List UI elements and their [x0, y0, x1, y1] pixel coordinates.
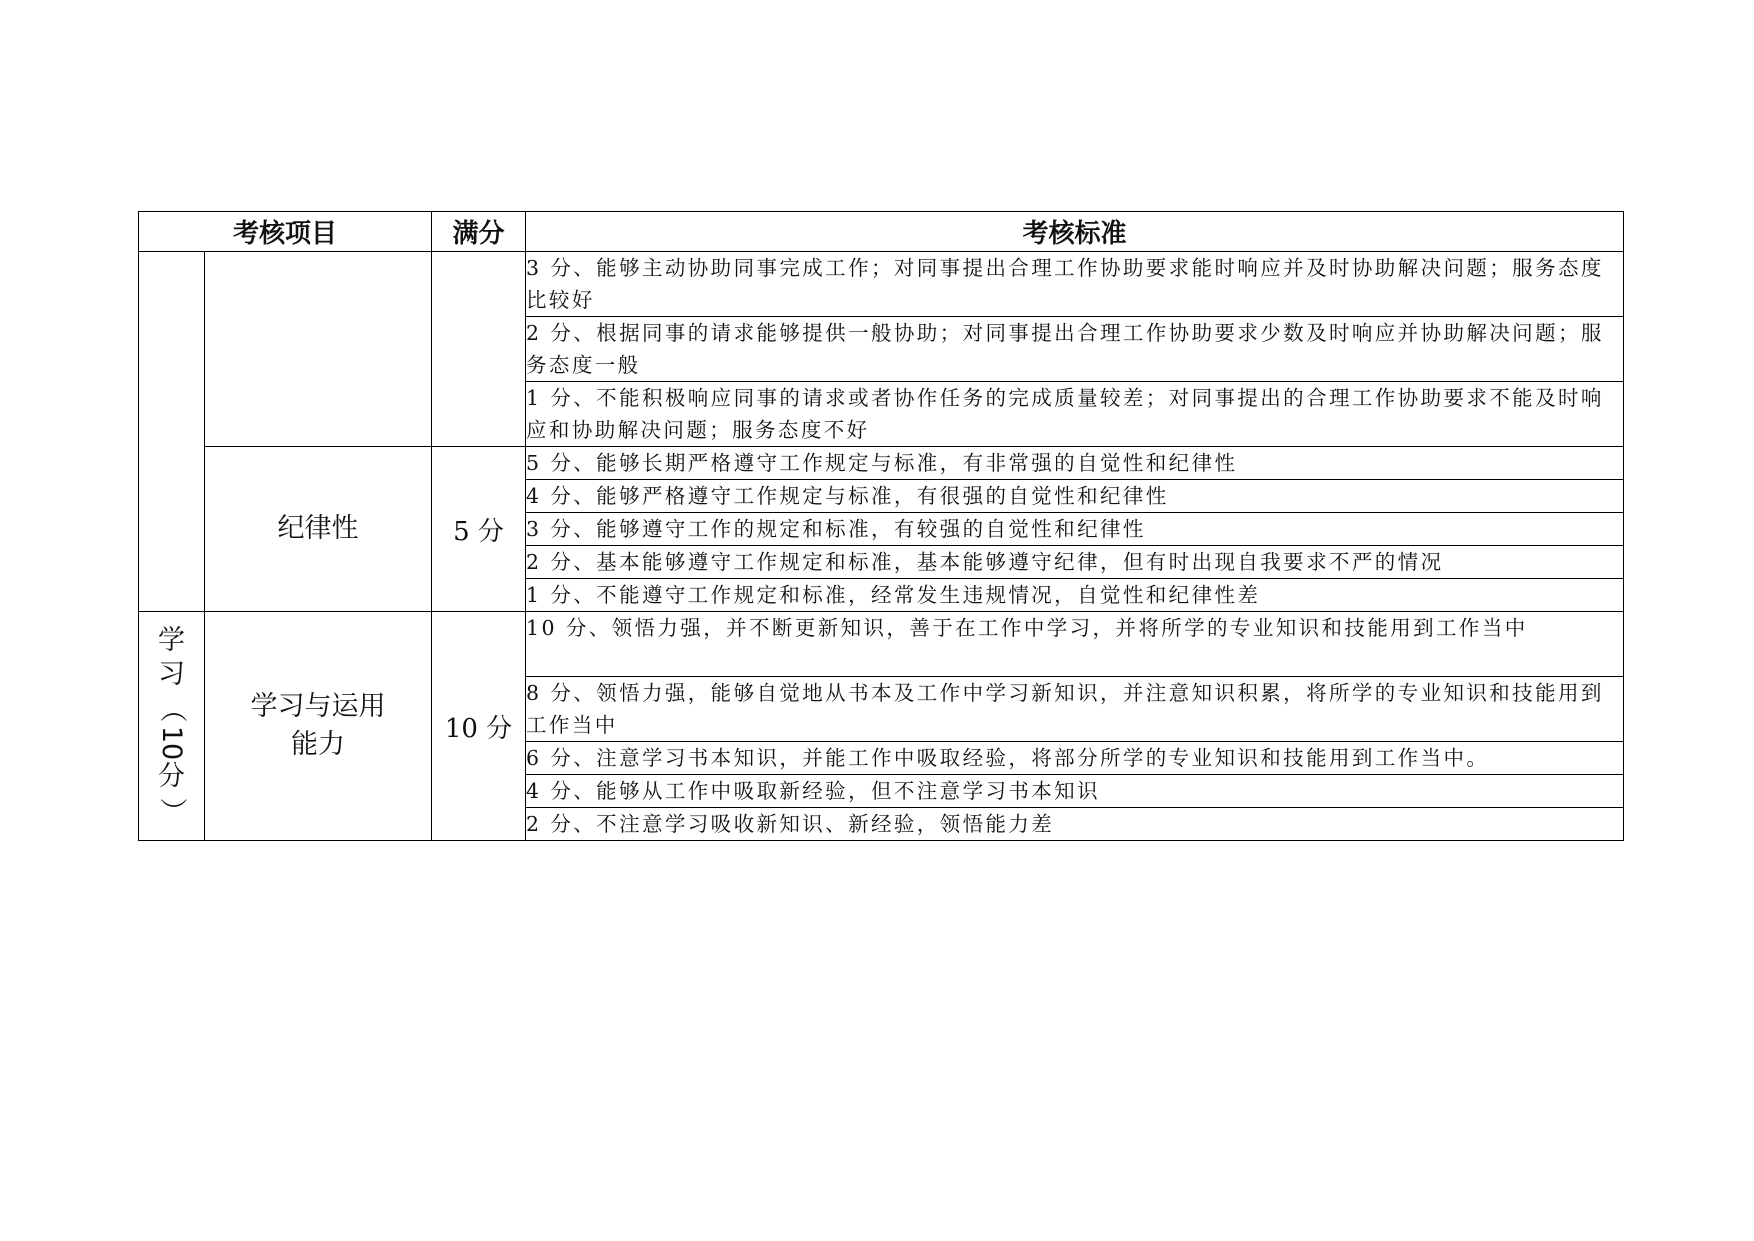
header-criteria: 考核标准: [526, 212, 1624, 252]
header-score: 满分: [432, 212, 526, 252]
item-discipline: 纪律性: [205, 447, 432, 612]
criteria-discipline-2: 2 分、基本能够遵守工作规定和标准，基本能够遵守纪律，但有时出现自我要求不严的情况: [526, 546, 1624, 579]
table-row: [139, 252, 1624, 317]
criteria-discipline-1: 1 分、不能遵守工作规定和标准，经常发生违规情况，自觉性和纪律性差: [526, 579, 1624, 612]
criteria-discipline-5: 5 分、能够长期严格遵守工作规定与标准，有非常强的自觉性和纪律性: [526, 447, 1624, 480]
header-item: 考核项目: [139, 212, 432, 252]
category-learning-vertical-text: 学 习 （ 10 分 ）: [156, 625, 188, 825]
criteria-learning-4: 4 分、能够从工作中吸取新经验，但不注意学习书本知识: [526, 775, 1624, 808]
table-row: [139, 447, 1624, 480]
criteria-cooperation-2: 2 分、根据同事的请求能够提供一般协助；对同事提出合理工作协助要求少数及时响应并协助解决问题；服务态度一般: [526, 317, 1624, 382]
table-row: [139, 612, 1624, 677]
evaluation-table: [138, 211, 1624, 841]
category-learning: [139, 612, 205, 841]
criteria-cooperation-1: 1 分、不能积极响应同事的请求或者协作任务的完成质量较差；对同事提出的合理工作协助要求不能及时响应和协助解决问题；服务态度不好: [526, 382, 1624, 447]
score-discipline: 5 分: [432, 447, 526, 612]
category-cell-empty: [139, 252, 205, 612]
item-cell-empty: [205, 252, 432, 447]
criteria-learning-10: 10 分、领悟力强，并不断更新知识，善于在工作中学习，并将所学的专业知识和技能用到工作当中: [526, 612, 1624, 677]
score-learning: 10 分: [432, 612, 526, 841]
criteria-discipline-4: 4 分、能够严格遵守工作规定与标准，有很强的自觉性和纪律性: [526, 480, 1624, 513]
criteria-learning-2: 2 分、不注意学习吸收新知识、新经验，领悟能力差: [526, 808, 1624, 841]
criteria-discipline-3: 3 分、能够遵守工作的规定和标准，有较强的自觉性和纪律性: [526, 513, 1624, 546]
score-cell-empty: [432, 252, 526, 447]
criteria-learning-6: 6 分、注意学习书本知识，并能工作中吸取经验，将部分所学的专业知识和技能用到工作当中。: [526, 742, 1624, 775]
criteria-cooperation-3: 3 分、能够主动协助同事完成工作；对同事提出合理工作协助要求能时响应并及时协助解决问题；服务态度比较好: [526, 252, 1624, 317]
item-learning: 学习与运用能力: [205, 612, 432, 841]
criteria-learning-8: 8 分、领悟力强，能够自觉地从书本及工作中学习新知识，并注意知识积累，将所学的专业知识和技能用到工作当中: [526, 677, 1624, 742]
header-row: [139, 212, 1624, 252]
